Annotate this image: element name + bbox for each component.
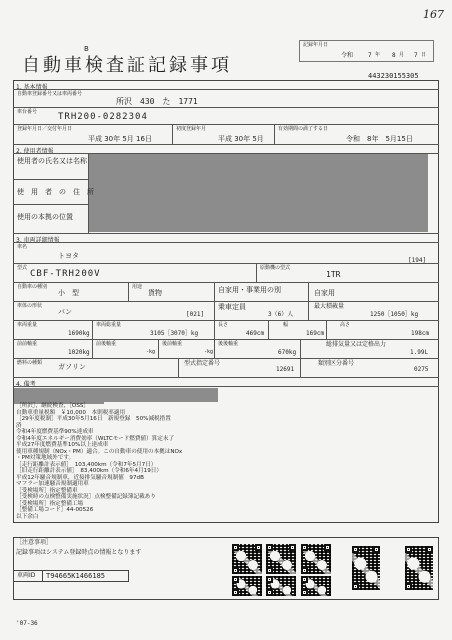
base-location-label: 使用の本拠の位置 — [17, 213, 73, 221]
vehicle-id-label: 車両ID — [17, 572, 36, 579]
rear-front-axle: -kg — [204, 349, 214, 355]
maker: トヨタ — [58, 252, 79, 260]
registration-date-label: 記録年月日 — [303, 42, 329, 48]
gross-weight: 3105［3070］kg — [150, 330, 199, 337]
first-year: 平成 30年 5月 — [218, 135, 264, 143]
qr-code-6 — [301, 576, 331, 596]
expiry-date: 令和 8年 5月15日 — [346, 135, 413, 143]
notice-heading: ［注意事項］ — [16, 539, 53, 546]
length-label: 長さ — [218, 322, 229, 328]
section1-heading: 1. 基本情報 — [16, 84, 48, 91]
displacement-label: 総排気量又は定格出力 — [326, 341, 387, 348]
section4-heading: 4. 備考 — [16, 381, 36, 388]
category-label: 類別区分番号 — [318, 360, 355, 367]
document-title: 自動車検査証記録事項 — [22, 55, 232, 76]
type-label: 自動車の種別 — [17, 284, 48, 290]
model-no: 12691 — [276, 366, 295, 373]
engine-label: 原動機の型式 — [260, 265, 291, 271]
model-label: 型式 — [17, 265, 28, 271]
rear-axle: 670kg — [278, 349, 297, 356]
qr-code-4 — [232, 576, 262, 596]
user-name-redacted — [89, 154, 428, 232]
maker-code: [194] — [408, 257, 427, 264]
document-number: 443230155305 — [368, 72, 419, 80]
private-label: 自家用・事業用の別 — [218, 286, 281, 294]
weight: 1690kg — [68, 330, 90, 337]
registration-day-unit: 日 — [421, 52, 427, 58]
remarks-line: ［走行距離計表示値］ 103,400km（令和7年5月7日） — [16, 461, 157, 468]
remarks-line: ［受検場所］指定整備車 — [16, 487, 78, 494]
remarks-line: ［受検時の点検整備実施状況］点検整備記録簿記載あり — [16, 494, 156, 500]
qr-code-3 — [301, 544, 331, 574]
category: 0275 — [414, 366, 429, 373]
shape: バン — [58, 308, 72, 316]
private: 自家用 — [314, 289, 335, 297]
registration-year-unit: 年 — [375, 52, 381, 58]
notice-text: 記録事項はシステム登録時点の情報となります — [16, 549, 142, 556]
footer-code: '07-36 — [16, 620, 38, 627]
front-axle: 1020kg — [68, 349, 90, 356]
qr-code-8 — [405, 546, 433, 590]
rear-front-axle-label: 後前軸重 — [162, 341, 183, 347]
qr-code-2 — [266, 544, 296, 574]
weight-label: 車両重量 — [17, 322, 38, 328]
length: 469cm — [246, 330, 265, 337]
remarks-line: 以下余白 — [16, 513, 39, 520]
registration-year: 7 — [368, 52, 372, 59]
registration-day: 7 — [414, 52, 418, 59]
front-axle-label: 前前軸重 — [17, 341, 38, 347]
user-name-label: 使用者の氏名又は名称 — [17, 157, 87, 165]
rear-axle-label: 後後軸重 — [218, 341, 239, 347]
registration-month-unit: 月 — [399, 52, 405, 58]
remarks-line: ・PM対策地域外です。 — [16, 455, 75, 461]
user-address-label: 使 用 者 の 住 所 — [17, 188, 94, 196]
plate-label: 自動車登録番号又は車両番号 — [17, 91, 83, 97]
remarks-line: ［整備工場コード］44-00526 — [16, 507, 94, 513]
remarks-line: 自動車重量税額 ￥10,000 本則税率適用 — [16, 409, 126, 416]
remarks-line: ［旧走行距離計表示値］ 83,400km（令和6年4月19日） — [16, 468, 162, 474]
plate-number: 所沢 430 た 1771 — [116, 97, 198, 106]
max-load-label: 最大積載量 — [314, 303, 345, 310]
remarks-line: ［所沢］，継続検査，［OSS］ — [16, 403, 90, 409]
shape-label: 車体の形状 — [17, 303, 43, 309]
model-no-label: 型式指定番号 — [184, 360, 221, 367]
form-code: B — [84, 45, 89, 53]
width-label: 幅 — [283, 322, 289, 328]
remarks-line: 平成12年騒音規制車，近接排気騒音規制値 97dB — [16, 474, 144, 481]
first-reg-label: 登録年月日／交付年月日 — [17, 126, 73, 132]
remarks-line: 平成27年度燃費基準10%以上達成車 — [16, 442, 109, 448]
type: 小 型 — [58, 289, 79, 297]
qr-code-1 — [232, 544, 262, 574]
qr-code-7 — [352, 546, 380, 590]
capacity: 3（6）人 — [268, 311, 294, 318]
remarks-line: ［受検場所］指定整備工場 — [16, 500, 84, 507]
qr-code-5 — [266, 576, 296, 596]
capacity-label: 乗車定員 — [218, 303, 246, 311]
fuel-label: 燃料の種類 — [17, 360, 43, 366]
remarks-line: 使用車種規制（NOx・PM）適合。この自動車の使用の本拠はNOx — [16, 448, 183, 455]
model: CBF-TRH200V — [30, 269, 101, 279]
registration-month: 8 — [392, 52, 396, 59]
remarks-redacted — [14, 388, 218, 402]
section3-heading: 3. 車両詳細情報 — [16, 237, 60, 244]
registration-era: 令和 — [341, 52, 354, 59]
section2-heading: 2. 使用者情報 — [16, 148, 54, 155]
displacement: 1.99L — [410, 349, 429, 356]
chassis-number: TRH200-0282304 — [58, 112, 148, 122]
page-number: 167 — [423, 8, 444, 21]
front-rear-axle-label: 前後軸重 — [96, 341, 117, 347]
width: 169cm — [306, 330, 325, 337]
remarks-line: ［29年度税制］平成30年5月16日 新規登録 50%減税措置 — [16, 416, 171, 422]
remarks-line: 令和4年度燃費基準90%達成車 — [16, 429, 94, 435]
chassis-label: 車台番号 — [17, 109, 38, 115]
vehicle-id: T94665K1466185 — [46, 572, 106, 580]
front-rear-axle: -kg — [146, 349, 156, 355]
engine: 1TR — [326, 270, 341, 279]
first-year-label: 初度登録年月 — [176, 126, 207, 132]
shape-code: [021] — [186, 311, 205, 318]
use-label: 用途 — [132, 284, 143, 290]
gross-weight-label: 車両総重量 — [96, 322, 122, 328]
fuel: ガソリン — [58, 363, 86, 371]
first-reg-date: 平成 30年 5月 16日 — [88, 135, 152, 143]
remarks-line: 済 — [16, 422, 22, 429]
expiry-label: 有効期間の満了する日 — [278, 126, 329, 132]
maker-label: 車名 — [17, 244, 28, 250]
height: 198cm — [411, 330, 430, 337]
height-label: 高さ — [340, 322, 351, 328]
remarks-line: マフラー加速騒音規制適用車 — [16, 481, 89, 487]
use: 貨物 — [148, 289, 162, 297]
max-load: 1250［1050］kg — [370, 311, 419, 318]
remarks-line: 令和4年度エネルギー消費効率（WLTCモード燃費値）算定未了 — [16, 435, 175, 442]
